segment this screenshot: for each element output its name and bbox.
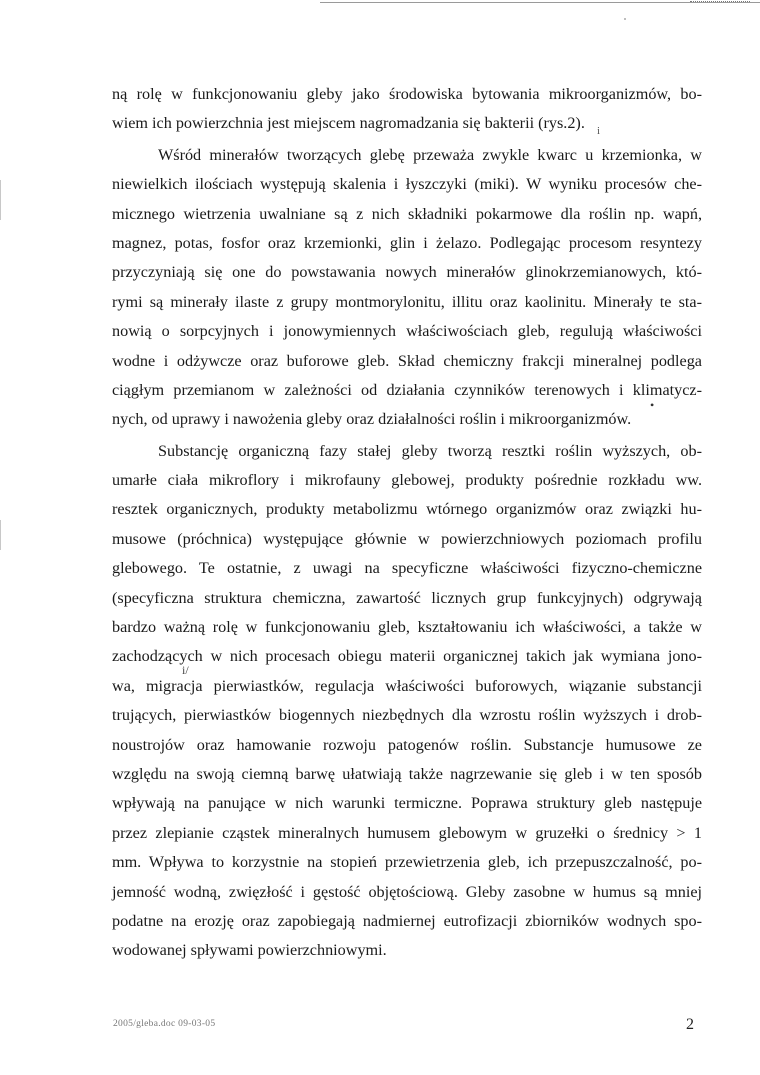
scan-edge-mark: [0, 520, 1, 550]
handwritten-mark: •: [650, 398, 655, 412]
scan-speck: [624, 18, 626, 20]
text-line: wodowanej spływami powierzchniowymi.: [112, 941, 387, 960]
scan-edge-mark: [0, 180, 1, 220]
footer-file-reference: 2005/gleba.doc 09-03-05: [113, 1019, 216, 1029]
text-line: mm. Wpływa to korzystnie na stopień przewietrzenia gleb, ich przepuszczalność, po-: [112, 853, 702, 872]
top-rule-dots: [690, 1, 750, 4]
text-line: wiem ich powierzchnia jest miejscem nagromadzania się bakterii (rys.2).: [112, 114, 585, 133]
text-line: niewielkich ilościach występują skalenia i łyszczyki (miki). W wyniku procesów che-: [112, 175, 702, 194]
text-line: nych, od uprawy i nawożenia gleby oraz działalności roślin i mikroorganizmów.: [112, 410, 632, 429]
text-line: wpływają na panujące w nich warunki termiczne. Poprawa struktury gleb następuje: [112, 794, 702, 813]
body-text: [112, 80, 702, 966]
text-line: przyczyniają się one do powstawania nowych minerałów glinokrzemianowych, któ-: [112, 263, 702, 282]
paragraph-start-line: Substancję organiczną fazy stałej gleby tworzą resztki roślin wyższych, ob-: [158, 441, 702, 460]
text-line: podatne na erozję oraz zapobiegają nadmiernej eutrofizacji zbiorników wodnych spo-: [112, 911, 702, 930]
handwritten-mark: i/: [182, 663, 189, 677]
text-line: resztek organicznych, produkty metabolizmu wtórnego organizmów oraz związki hu-: [112, 500, 702, 519]
text-line: ną rolę w funkcjonowaniu gleby jako środowiska bytowania mikroorganizmów, bo-: [112, 85, 702, 103]
text-line: trujących, pierwiastków biogennych niezbędnych dla wzrostu roślin wyższych i drob-: [112, 706, 702, 725]
text-line: glebowego. Te ostatnie, z uwagi na specyficzne właściwości fizyczno-chemiczne: [112, 559, 702, 578]
text-line: rymi są minerały ilaste z grupy montmorylonitu, illitu oraz kaolinitu. Minerały te sta-: [112, 292, 702, 311]
text-line: przez zlepianie cząstek mineralnych humusem glebowym w gruzełki o średnicy > 1: [112, 823, 702, 842]
text-line: wodne i odżywcze oraz buforowe gleb. Skład chemiczny frakcji mineralnej podlega: [112, 351, 702, 370]
page-number: 2: [686, 1016, 694, 1033]
paragraph-start-line: Wśród minerałów tworzących glebę przeważa zwykle kwarc u krzemionka, w: [158, 145, 702, 164]
text-line: ciągłym przemianom w zależności od działania czynników terenowych i klimatycz-: [112, 380, 702, 399]
handwritten-mark: i: [597, 125, 601, 137]
text-line: nowią o sorpcyjnych i jonowymiennych właściwościach gleb, regulują właściwości: [112, 322, 702, 341]
text-line: bardzo ważną rolę w funkcjonowaniu gleb, kształtowaniu ich właściwości, a także w: [112, 618, 702, 637]
text-line: noustrojów oraz hamowanie rozwoju patogenów roślin. Substancje humusowe ze: [112, 735, 702, 754]
text-line: względu na swoją ciemną barwę ułatwiają także nagrzewanie się gleb i w ten sposób: [112, 764, 702, 783]
text-line: (specyficzna struktura chemiczna, zawartość licznych grup funkcyjnych) odgrywają: [112, 588, 702, 607]
text-line: umarłe ciała mikroflory i mikrofauny glebowej, produkty pośrednie rozkładu ww.: [112, 471, 702, 490]
text-line: zachodzących w nich procesach obiegu materii organicznej takich jak wymiana jono-: [112, 647, 702, 666]
text-line: magnez, potas, fosfor oraz krzemionki, glin i żelazo. Podlegając procesom resyntezy: [112, 233, 702, 252]
text-line: micznego wietrzenia uwalniane są z nich składniki pokarmowe dla roślin np. wapń,: [112, 204, 702, 223]
text-line: wa, migracja pierwiastków, regulacja właściwości buforowych, wiązanie substancji: [112, 676, 702, 695]
text-line: musowe (próchnica) występujące głównie w powierzchniowych poziomach profilu: [112, 529, 702, 548]
text-line: jemność wodną, zwięzłość i gęstość objętościową. Gleby zasobne w humus są mniej: [112, 882, 702, 901]
